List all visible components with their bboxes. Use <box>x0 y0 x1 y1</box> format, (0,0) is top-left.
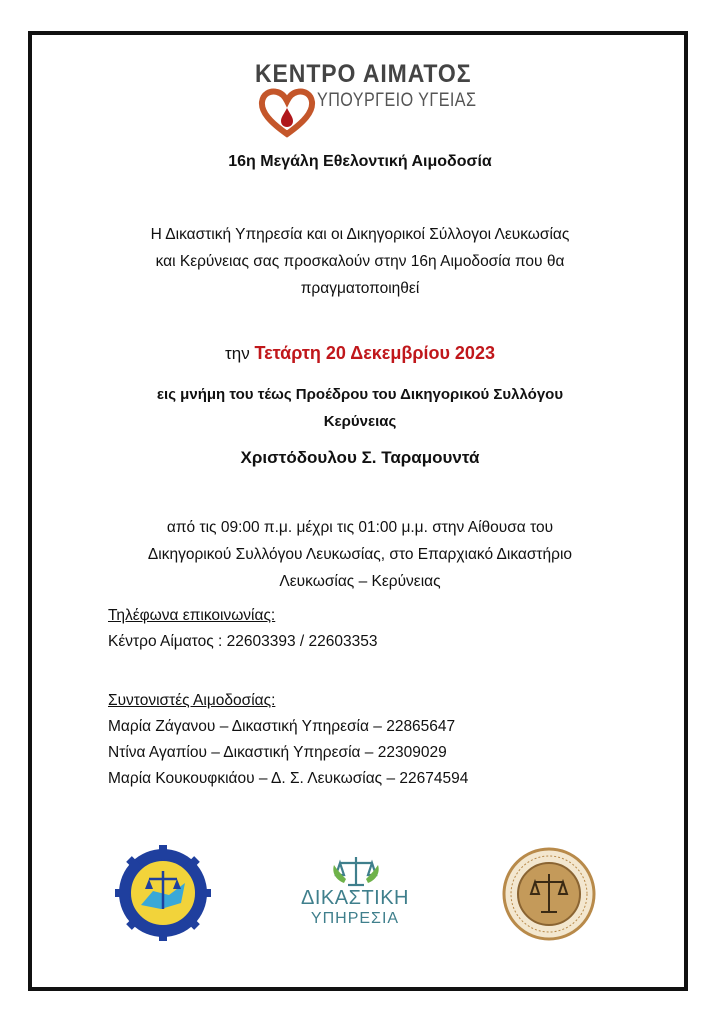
coordinator-item: Ντίνα Αγαπίου – Δικαστική Υπηρεσία – 22309029 <box>108 744 447 761</box>
event-heading: 16η Μεγάλη Εθελοντική Αιμοδοσία <box>228 153 492 170</box>
logo-title: ΚΕΝΤΡΟ ΑΙΜΑΤΟΣ <box>255 60 472 88</box>
coordinators-label: Συντονιστές Αιμοδοσίας: <box>108 692 276 709</box>
details-line-1: από τις 09:00 π.μ. μέχρι τις 01:00 μ.μ. στην Αίθουσα του <box>166 519 554 536</box>
details-line-2: Δικηγορικού Συλλόγου Λευκωσίας, στο Επαρχιακό Δικαστήριο <box>147 546 573 563</box>
honoree-name: Χριστόδουλου Σ. Ταραμουντά <box>240 448 480 467</box>
memory-line-2: Κερύνειας <box>323 413 397 430</box>
intro-line-2: και Κερύνειας σας προσκαλούν στην 16η Αιμοδοσία που θα <box>155 253 565 270</box>
contacts-line: Κέντρο Αίματος : 22603393 / 22603353 <box>108 633 378 650</box>
judicial-service-logo-text <box>290 887 420 928</box>
judicial-service-line-1: ΔΙΚΑΣΤΙΚΗ <box>300 887 409 909</box>
heart-blood-drop-icon <box>258 88 316 138</box>
details-line-3: Λευκωσίας – Κερύνειας <box>279 573 441 590</box>
intro-line-3: πραγματοποιηθεί <box>300 280 420 297</box>
kyrenia-bar-association-seal-icon <box>501 846 597 942</box>
date-prefix: την <box>225 344 250 363</box>
coordinator-item: Μαρία Κουκουφκιάου – Δ. Σ. Λευκωσίας – 22674594 <box>108 770 469 787</box>
memory-line-1: εις μνήμη του τέως Προέδρου του Δικηγορικού Συλλόγου <box>156 386 564 403</box>
scales-of-justice-icon <box>330 853 382 889</box>
logo-subtitle: ΥΠΟΥΡΓΕΙΟ ΥΓΕΙΑΣ <box>317 90 477 111</box>
intro-line-1: Η Δικαστική Υπηρεσία και οι Δικηγορικοί Σύλλογοι Λευκωσίας <box>150 226 570 243</box>
contacts-label: Τηλέφωνα επικοινωνίας: <box>108 607 276 624</box>
coordinator-item: Μαρία Ζάγανου – Δικαστική Υπηρεσία – 22865647 <box>108 718 456 735</box>
event-date <box>32 343 688 364</box>
date-value: Τετάρτη 20 Δεκεμβρίου 2023 <box>254 343 495 363</box>
nicosia-bar-association-seal-icon <box>111 843 215 943</box>
judicial-service-line-2: ΥΠΗΡΕΣΙΑ <box>310 910 400 927</box>
